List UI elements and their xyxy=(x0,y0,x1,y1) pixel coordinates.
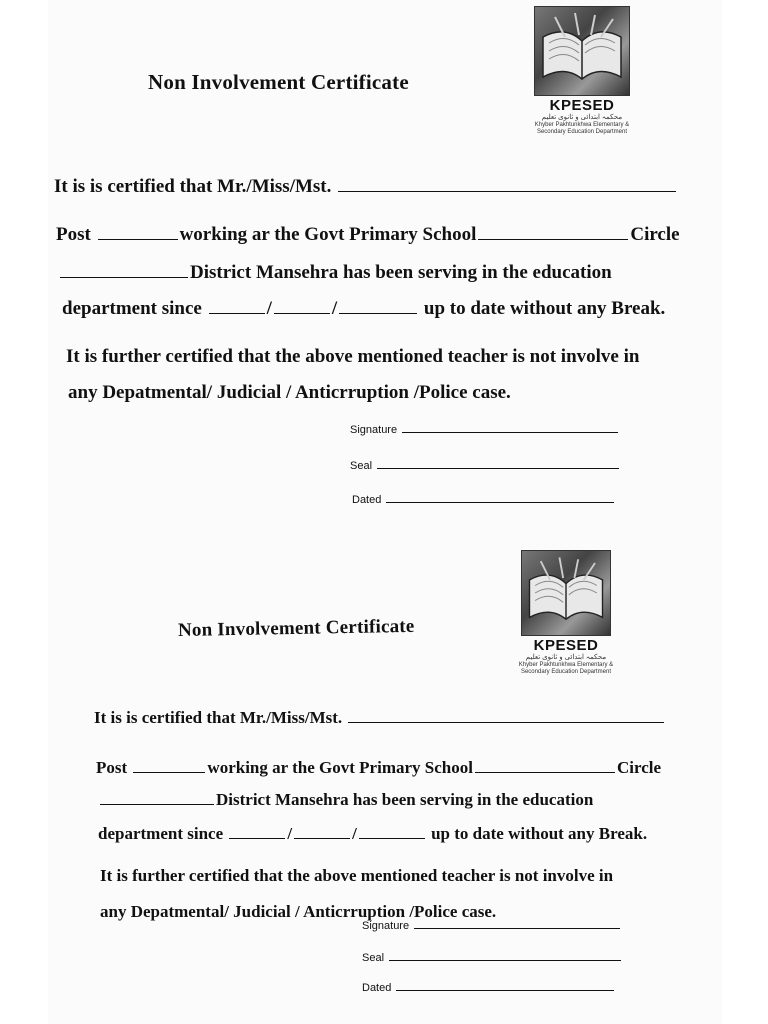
book-emblem-icon xyxy=(534,6,630,96)
date-day-blank[interactable] xyxy=(209,312,265,314)
date-separator: / xyxy=(266,298,272,319)
further-line xyxy=(100,866,613,886)
dated-blank[interactable] xyxy=(386,501,614,503)
district-line xyxy=(98,790,593,810)
dated-label: Dated xyxy=(352,494,382,506)
kpesed-logo xyxy=(532,6,632,136)
school-blank[interactable] xyxy=(478,238,628,240)
seal-row xyxy=(350,460,621,472)
logo-dept-line-1: Khyber Pakhtunkhwa Elementary & xyxy=(518,662,614,668)
circle-blank[interactable] xyxy=(100,803,214,805)
since-label: department since xyxy=(98,824,224,843)
school-blank[interactable] xyxy=(475,771,615,773)
logo-urdu-text: محکمہ ابتدائی و ثانوی تعلیم xyxy=(525,654,607,661)
post-line xyxy=(56,224,680,246)
post-line xyxy=(96,758,661,778)
seal-blank[interactable] xyxy=(377,467,619,469)
scanned-page xyxy=(48,0,722,1024)
date-separator: / xyxy=(331,298,338,319)
date-separator: / xyxy=(352,824,357,843)
post-blank[interactable] xyxy=(98,238,178,240)
certified-text: It is is certified that Mr./Miss/Mst. xyxy=(94,708,343,727)
further-text: It is further certified that the above mentioned teacher is not involve in xyxy=(100,866,614,885)
signature-label: Signature xyxy=(362,920,410,932)
signature-row xyxy=(362,920,622,932)
since-line xyxy=(98,824,647,844)
seal-row xyxy=(362,952,623,964)
logo-dept-line-2: Secondary Education Department xyxy=(520,669,612,675)
further-line xyxy=(66,346,639,368)
circle-label: Circle xyxy=(616,758,662,777)
since-line xyxy=(62,298,665,320)
logo-dept-line-1: Khyber Pakhtunkhwa Elementary & xyxy=(534,122,630,128)
signature-blank[interactable] xyxy=(402,431,618,433)
dated-row xyxy=(362,982,616,994)
dated-row xyxy=(352,494,616,506)
school-text: working ar the Govt Primary School xyxy=(179,224,477,245)
date-month-blank[interactable] xyxy=(294,837,350,839)
certificate-title: Non Involvement Certificate xyxy=(148,70,409,94)
up-to-date-text: up to date without any Break. xyxy=(423,298,666,319)
seal-label: Seal xyxy=(350,460,373,472)
circle-label: Circle xyxy=(630,224,680,245)
logo-brand: KPESED xyxy=(533,637,599,654)
book-emblem-icon xyxy=(521,550,611,636)
kpesed-logo xyxy=(518,550,614,676)
post-blank[interactable] xyxy=(133,771,205,773)
date-separator: / xyxy=(287,824,293,843)
signature-label: Signature xyxy=(350,424,398,436)
post-label: Post xyxy=(56,224,91,245)
logo-brand: KPESED xyxy=(549,97,615,114)
district-line xyxy=(58,262,612,284)
up-to-date-text: up to date without any Break. xyxy=(431,824,648,843)
date-day-blank[interactable] xyxy=(229,837,285,839)
school-text: working ar the Govt Primary School xyxy=(207,758,473,777)
seal-blank[interactable] xyxy=(389,959,621,961)
case-text: any Depatmental/ Judicial / Anticrruption /Police case. xyxy=(68,382,511,403)
district-text: District Mansehra has been serving in the education xyxy=(190,262,612,283)
district-text: District Mansehra has been serving in the education xyxy=(216,790,594,809)
name-blank[interactable] xyxy=(348,721,664,723)
case-line xyxy=(100,902,496,922)
case-line xyxy=(68,382,511,404)
dated-blank[interactable] xyxy=(396,989,614,991)
signature-row xyxy=(350,424,620,436)
certificate-2 xyxy=(48,540,722,1024)
circle-blank[interactable] xyxy=(60,276,188,278)
certified-line xyxy=(94,708,666,728)
certified-line xyxy=(54,176,678,198)
signature-blank[interactable] xyxy=(414,927,620,929)
date-month-blank[interactable] xyxy=(274,312,330,314)
date-year-blank[interactable] xyxy=(359,837,425,839)
certificate-title: Non Involvement Certificate xyxy=(177,615,415,641)
further-text: It is further certified that the above mentioned teacher is not involve in xyxy=(66,346,640,367)
logo-dept-line-2: Secondary Education Department xyxy=(536,129,628,135)
dated-label: Dated xyxy=(362,982,392,994)
certificate-1 xyxy=(48,0,722,520)
post-label: Post xyxy=(96,758,128,777)
logo-urdu-text: محکمہ ابتدائی و ثانوی تعلیم xyxy=(541,114,623,121)
date-year-blank[interactable] xyxy=(339,312,417,314)
name-blank[interactable] xyxy=(338,190,676,192)
certified-text: It is is certified that Mr./Miss/Mst. xyxy=(54,176,332,197)
seal-label: Seal xyxy=(362,952,385,964)
case-text: any Depatmental/ Judicial / Anticrruption /Police case. xyxy=(100,902,497,921)
since-label: department since xyxy=(62,298,202,319)
